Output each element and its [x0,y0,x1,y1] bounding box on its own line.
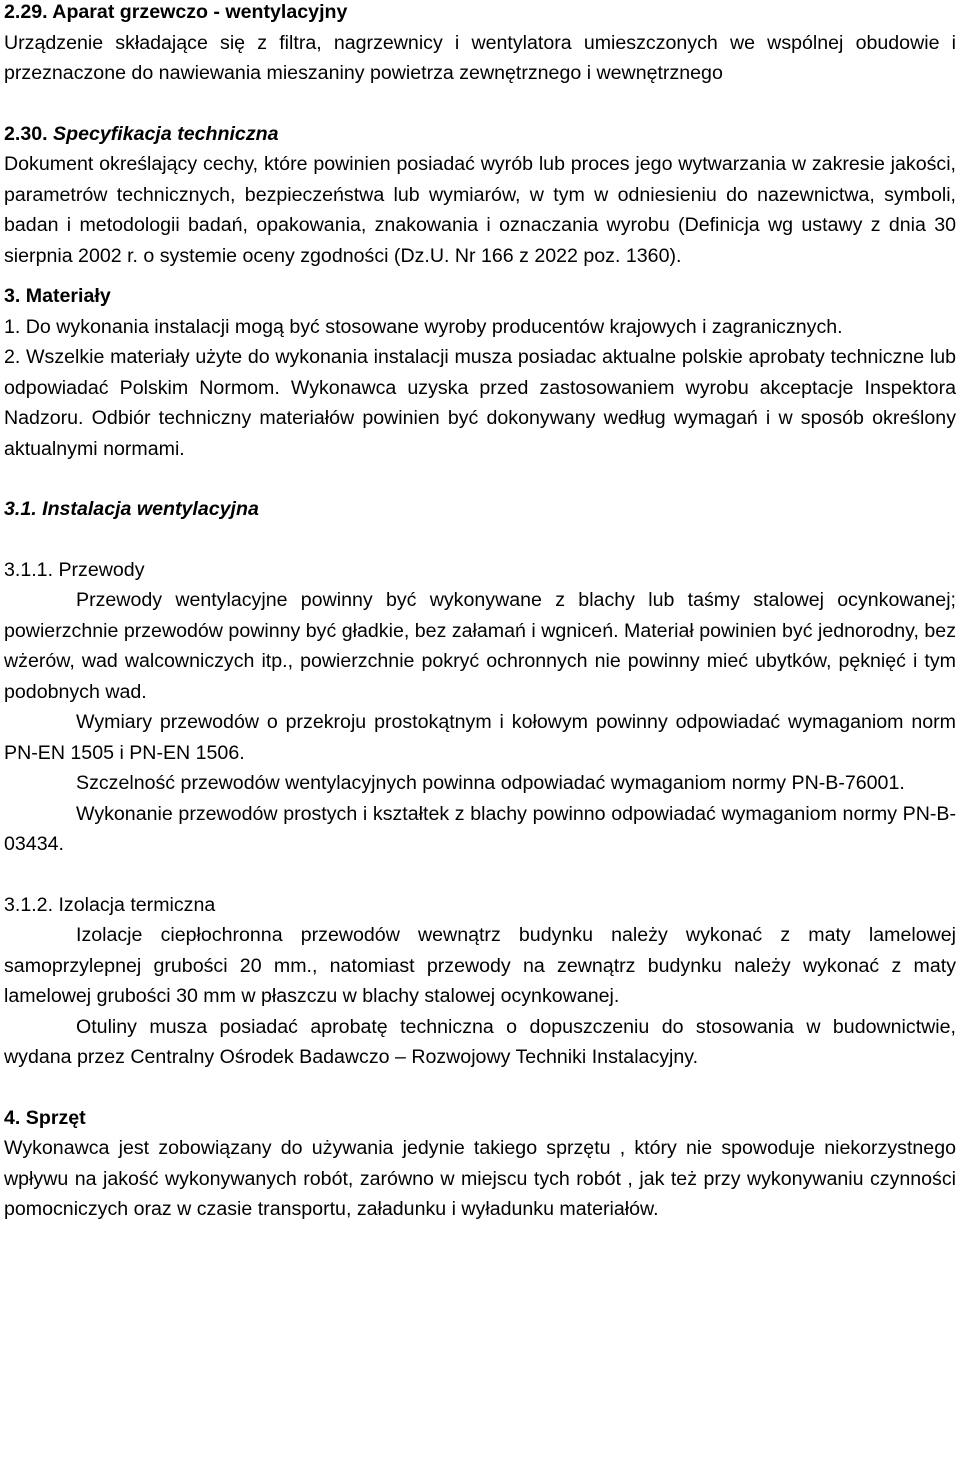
ducts-paragraph-3: Szczelność przewodów wentylacyjnych powinna odpowiadać wymaganiom normy PN-B-76001. [76,772,905,794]
ducts-paragraph-2: Wymiary przewodów o przekroju prostokątnym i kołowym powinny odpowiadać wymaganiom norm PN-EN 1505 i PN-EN 1506. [4,711,956,764]
section-heading-3: 3. Materiały [4,285,111,307]
materials-item-1: 1. Do wykonania instalacji mogą być stosowane wyroby producentów krajowych i zagranicznych. [4,315,843,338]
section-heading-4: 4. Sprzęt [4,1106,86,1129]
heading-text: Specyfikacja techniczna [53,122,279,145]
insulation-paragraph-1: Izolacje ciepłochronna przewodów wewnątrz budynku należy wykonać z maty lamelowej samoprzylepnej grubości 20 mm., natomiast przewody na zewnątrz budynku należy wykonać z maty lamelowej grubości 30 mm w płaszczu w blachy stalowej ocynkowanej. [4,924,956,1007]
heading-number: 2.30. [4,122,48,145]
section-heading-2-29: 2.29. Aparat grzewczo - wentylacyjny [4,1,348,23]
ducts-paragraph-1: Przewody wentylacyjne powinny być wykonywane z blachy lub taśmy stalowej ocynkowanej; powierzchnie przewodów powinny być gładkie, bez załamań i wgniceń. Materiał powinien być jednorodny, bez wżerów, wad walcowniczych itp., powierzchnie pokryć ochronnych nie powinny mieć ubytków, pęknięć i tym podobnych wad. [4,589,956,703]
insulation-paragraph-2: Otuliny musza posiadać aprobatę techniczna o dopuszczeniu do stosowania w budownictwie, wydana przez Centralny Ośrodek Badawczo – Rozwojowy Techniki Instalacyjny. [4,1015,956,1068]
ducts-paragraph-4: Wykonanie przewodów prostych i kształtek z blachy powinno odpowiadać wymaganiom normy PN-B-03434. [4,802,956,855]
section-body-2-30: Dokument określający cechy, które powinien posiadać wyrób lub proces jego wytwarzania w zakresie jakości, parametrów technicznych, bezpieczeństwa lub wymiarów, w tym w odniesieniu do nazewnictwa, symboli, badan i metodologii badań, opakowania, znakowania i oznaczania wyrobu (Definicja wg ustawy z dnia 30 sierpnia 2002 r. o systemie oceny zgodności (Dz.U. Nr 166 z 2022 poz. 1360). [4,153,956,267]
section-heading-3-1-2: 3.1.2. Izolacja termiczna [4,893,216,916]
section-heading-3-1: 3.1. Instalacja wentylacyjna [4,498,259,520]
document-page [4,0,956,1225]
section-body-4: Wykonawca jest zobowiązany do używania jedynie takiego sprzętu , który nie spowoduje niekorzystnego wpływu na jakość wykonywanych robót, zarówno w miejscu tych robót , jak też przy wykonywaniu czynności pomocniczych oraz w czasie transportu, załadunku i wyładunku materiałów. [4,1137,956,1220]
section-heading-2-30 [4,119,956,150]
section-heading-3-1-1: 3.1.1. Przewody [4,558,145,581]
section-body-2-29: Urządzenie składające się z filtra, nagrzewnicy i wentylatora umieszczonych we wspólnej obudowie i przeznaczone do nawiewania mieszaniny powietrza zewnętrznego i wewnętrznego [4,31,956,84]
materials-item-2: 2. Wszelkie materiały użyte do wykonania instalacji musza posiadac aktualne polskie aprobaty techniczne lub odpowiadać Polskim Normom. Wykonawca uzyska przed zastosowaniem wyrobu akceptacje Inspektora Nadzoru. Odbiór techniczny materiałów powinien być dokonywany według wymagań i w sposób określony aktualnymi normami. [4,346,956,460]
